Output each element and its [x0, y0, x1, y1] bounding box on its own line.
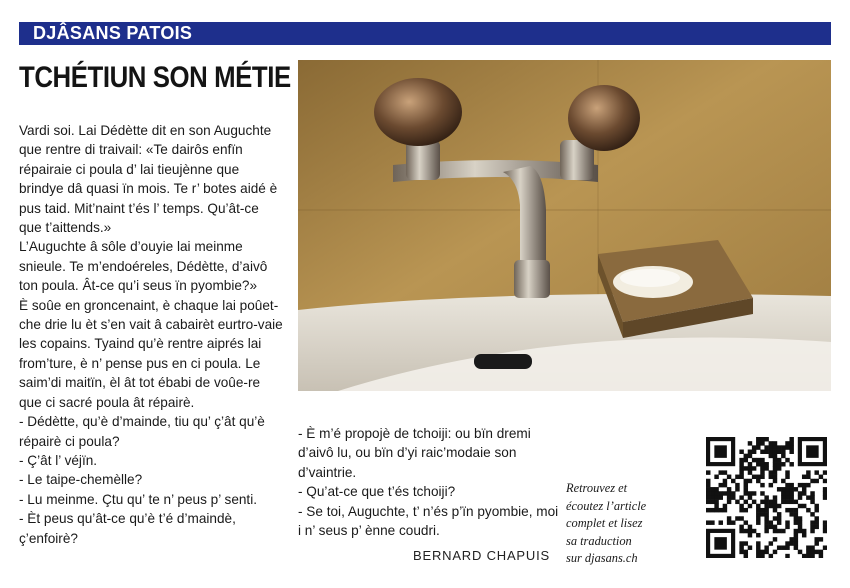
dialog-line: - Ç’ât l’ véjïn.: [19, 452, 98, 468]
promo-line: sa traduction: [566, 533, 632, 548]
paragraph: È soûe en groncenaint, è chaque lai poûet-che drie lu èt s’en vait â cabairèt eurtro-vaie les copains. Tyaind qu’è rentre aiprés lai from’ture, è n’ pense pus en ci poula. Le saim’di maitïn, èl ât tot ébabi de voûe-re que ci sacré poula ât répairè.: [19, 297, 283, 410]
promo-line: complet et lisez: [566, 516, 643, 530]
faucet-photo-illustration: [298, 60, 831, 391]
promo-text: [566, 480, 694, 568]
dialog-line: - Qu’at-ce que t’és tchoiji?: [298, 484, 456, 500]
article-body-right: [298, 424, 560, 540]
dialog-line: - Lu meinme. Çtu qu’ te n’ peus p’ senti.: [19, 491, 258, 507]
dialog-line: - Le taipe-chemèlle?: [19, 472, 143, 488]
dialog-line: - È m’é propojè de tchoiji: ou bïn dremi d’aivô lu, ou bïn d’yi raic’modaie son d’vaintrie.: [298, 426, 531, 480]
dialog-line: - Dédètte, qu’è d’mainde, tiu qu’ ç’ât qu’è répairè ci poula?: [19, 414, 265, 449]
author-byline: BERNARD CHAPUIS: [413, 548, 550, 563]
section-label: DJÂSANS PATOIS: [33, 23, 193, 43]
promo-line: écoutez l’article: [566, 498, 647, 513]
article-headline: TCHÉTIUN SON MÉTIE: [19, 61, 291, 94]
dialog-line: - Se toi, Auguchte, t’ n’és p’ïn pyombie, moi i n’ seus p’ ènne coudri.: [298, 503, 559, 539]
promo-line: Retrouvez et: [566, 481, 628, 495]
article-body-left: [19, 121, 284, 548]
paragraph: L’Auguchte â sôle d’ouyie lai meinme snieule. Te m’endoéreles, Dédètte, d’aivô ton poula. Ât-ce qu’i seus ïn pyombie?»: [19, 239, 268, 294]
article-photo: [298, 60, 831, 391]
promo-line: sur djasans.ch: [566, 551, 638, 565]
paragraph: Vardi soi. Lai Dédètte dit en son Auguchte que rentre di traivail: «Te dairôs enfïn répairaie ci poula d’ lai tieujènne que brindye dâ quasi ïn mois. Te r’ botes aidé è pus taid. Mit’naint t’és l’ temps. Qu’ât-ce que t’aittends.»: [19, 123, 278, 236]
dialog-line: - Èt peus qu’ât-ce qu’è t’é d’maindè, ç’enfoirè?: [19, 511, 236, 546]
qr-code-icon[interactable]: [706, 437, 827, 558]
